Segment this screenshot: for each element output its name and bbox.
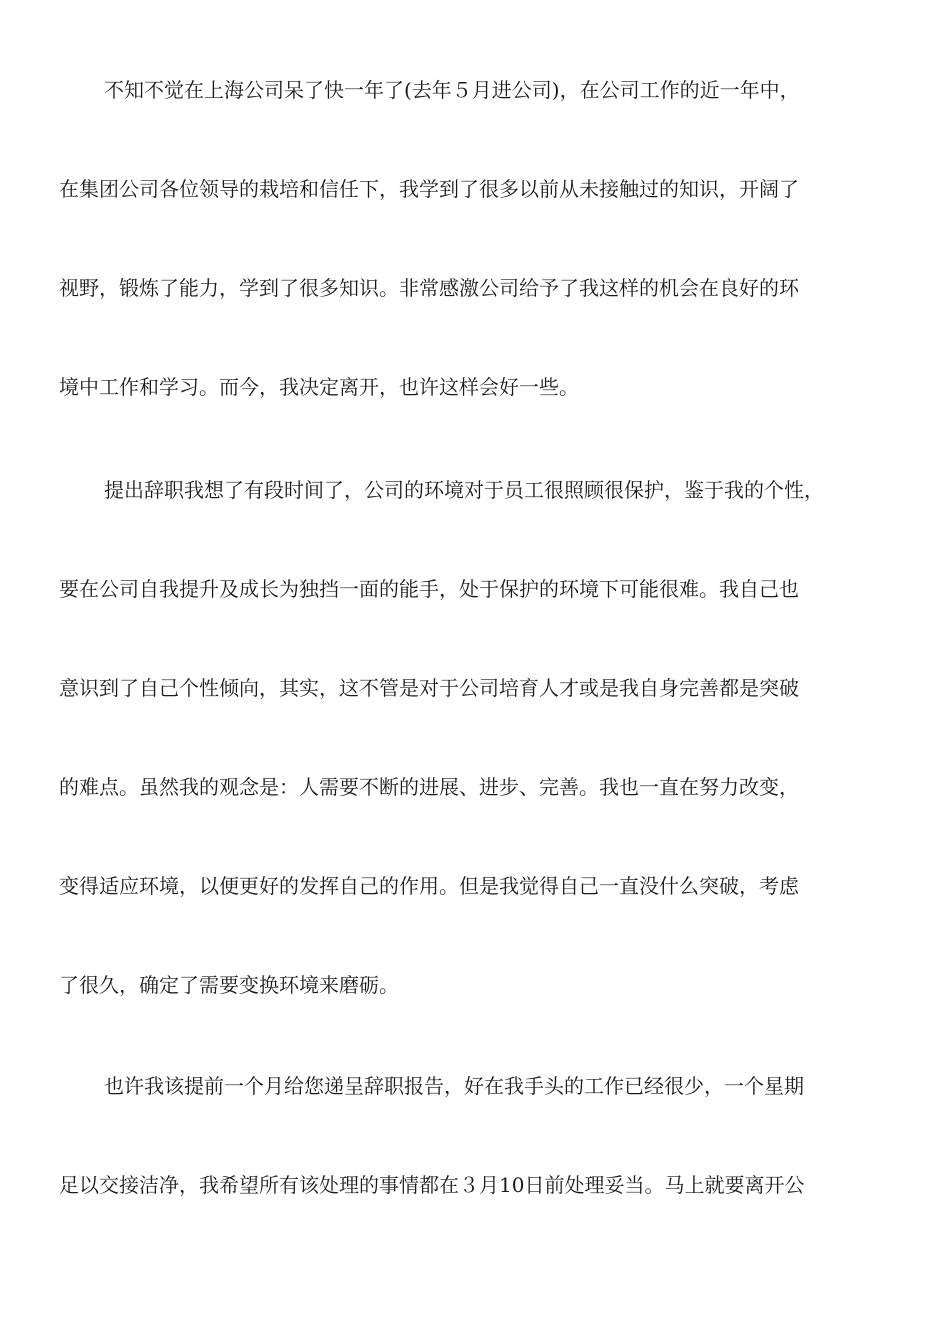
paragraph-1-line-2: 在集团公司各位领导的栽培和信任下，我学到了很多以前从未接触过的知识，开阔了 <box>59 177 799 201</box>
paragraph-2-line-6: 了很久，确定了需要变换环境来磨砺。 <box>59 973 399 997</box>
paragraph-3-line-1: 也许我该提前一个月给您递呈辞职报告，好在我手头的工作已经很少，一个星期 <box>104 1074 804 1098</box>
paragraph-1-line-3: 视野，锻炼了能力，学到了很多知识。非常感激公司给予了我这样的机会在良好的环 <box>59 276 799 300</box>
paragraph-3-line-2: 足以交接洁净，我希望所有该处理的事情都在３月10日前处理妥当。马上就要离开公 <box>59 1173 805 1197</box>
paragraph-2-line-4: 的难点。虽然我的观念是：人需要不断的进展、进步、完善。我也一直在努力改变， <box>59 775 799 799</box>
paragraph-2-line-5: 变得适应环境，以便更好的发挥自己的作用。但是我觉得自己一直没什么突破，考虑 <box>59 874 799 898</box>
paragraph-1-line-1: 不知不觉在上海公司呆了快一年了(去年５月进公司)，在公司工作的近一年中， <box>104 78 800 102</box>
paragraph-2-line-3: 意识到了自己个性倾向，其实，这不管是对于公司培育人才或是我自身完善都是突破 <box>59 676 799 700</box>
paragraph-2-line-1: 提出辞职我想了有段时间了，公司的环境对于员工很照顾很保护，鉴于我的个性， <box>104 478 824 502</box>
paragraph-2-line-2: 要在公司自我提升及成长为独挡一面的能手，处于保护的环境下可能很难。我自己也 <box>59 577 799 601</box>
paragraph-1-line-4: 境中工作和学习。而今，我决定离开，也许这样会好一些。 <box>59 375 579 399</box>
